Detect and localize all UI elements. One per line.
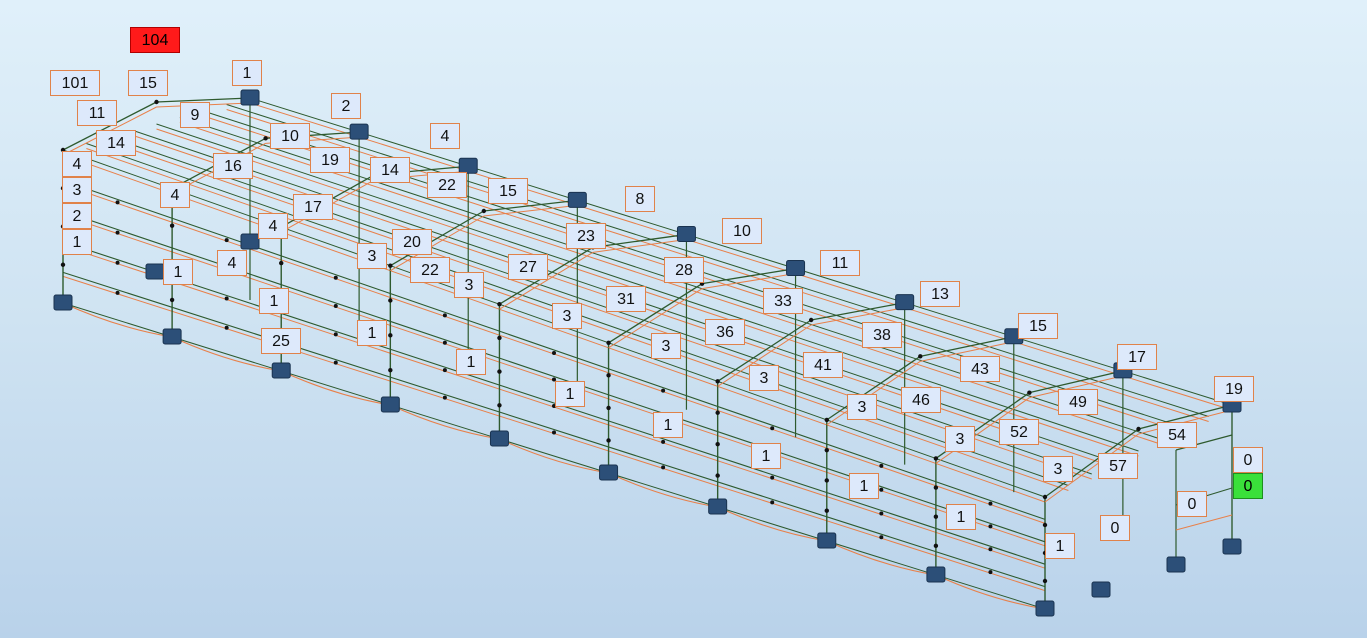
node[interactable] [825, 509, 829, 513]
member-label[interactable]: 15 [488, 178, 528, 204]
member-label[interactable]: 3 [62, 177, 92, 203]
node[interactable] [988, 547, 992, 551]
member-label[interactable]: 43 [960, 356, 1000, 382]
member-label[interactable]: 14 [96, 130, 136, 156]
member-label[interactable]: 16 [213, 153, 253, 179]
member-label[interactable]: 3 [651, 333, 681, 359]
node[interactable] [170, 223, 174, 227]
node[interactable] [770, 426, 774, 430]
member-label[interactable]: 11 [820, 250, 860, 276]
support[interactable] [709, 499, 727, 514]
node[interactable] [988, 570, 992, 574]
member-label[interactable]: 22 [410, 257, 450, 283]
wall-girt[interactable] [63, 181, 1045, 520]
member-label[interactable]: 27 [508, 254, 548, 280]
node[interactable] [661, 389, 665, 393]
node[interactable] [606, 438, 610, 442]
node[interactable] [388, 368, 392, 372]
node[interactable] [116, 261, 120, 265]
base-beam[interactable] [63, 303, 1045, 609]
node[interactable] [225, 297, 229, 301]
member-label[interactable]: 46 [901, 387, 941, 413]
node[interactable] [1027, 390, 1031, 394]
roof-purlin[interactable] [157, 124, 1139, 451]
support[interactable] [241, 234, 259, 249]
member-label[interactable]: 28 [664, 257, 704, 283]
member-label[interactable]: 1 [751, 443, 781, 469]
member-label[interactable]: 1 [62, 229, 92, 255]
member-label[interactable]: 15 [1018, 313, 1058, 339]
support[interactable] [272, 363, 290, 378]
member-label[interactable]: 3 [454, 272, 484, 298]
member-label[interactable]: 1 [849, 473, 879, 499]
member-label[interactable]: 1 [259, 288, 289, 314]
node[interactable] [116, 291, 120, 295]
member-label[interactable]: 3 [847, 394, 877, 420]
support[interactable] [350, 124, 368, 139]
member-label[interactable]: 3 [552, 303, 582, 329]
member-label[interactable]: 23 [566, 223, 606, 249]
member-label[interactable]: 57 [1098, 453, 1138, 479]
node[interactable] [334, 276, 338, 280]
member-label[interactable]: 10 [270, 123, 310, 149]
node[interactable] [497, 369, 501, 373]
member-label[interactable]: 14 [370, 157, 410, 183]
node[interactable] [279, 261, 283, 265]
member-label[interactable]: 1 [357, 320, 387, 346]
node[interactable] [918, 354, 922, 358]
member-label[interactable]: 3 [357, 243, 387, 269]
member-label[interactable]: 20 [392, 229, 432, 255]
support[interactable] [896, 295, 914, 310]
support[interactable] [1167, 557, 1185, 572]
member-label[interactable]: 1 [555, 381, 585, 407]
member-label[interactable]: 41 [803, 352, 843, 378]
member-label[interactable]: 1 [946, 504, 976, 530]
node[interactable] [809, 318, 813, 322]
member-label[interactable]: 1 [653, 412, 683, 438]
node[interactable] [825, 448, 829, 452]
support[interactable] [677, 226, 695, 241]
node[interactable] [934, 456, 938, 460]
node[interactable] [497, 302, 501, 306]
member-label[interactable]: 31 [606, 286, 646, 312]
wall-girt[interactable] [63, 242, 1045, 564]
member-label[interactable]: 9 [180, 102, 210, 128]
member-label[interactable]: 33 [763, 288, 803, 314]
node[interactable] [825, 478, 829, 482]
gable-brace[interactable] [1176, 515, 1232, 530]
node[interactable] [443, 368, 447, 372]
member-label[interactable]: 0 [1100, 515, 1130, 541]
member-label[interactable]: 15 [128, 70, 168, 96]
node[interactable] [606, 341, 610, 345]
node[interactable] [154, 100, 158, 104]
member-label[interactable]: 22 [427, 172, 467, 198]
node[interactable] [661, 465, 665, 469]
node[interactable] [715, 442, 719, 446]
member-label[interactable]: 19 [310, 147, 350, 173]
support[interactable] [1223, 539, 1241, 554]
member-label[interactable]: 2 [62, 203, 92, 229]
node[interactable] [934, 544, 938, 548]
support[interactable] [927, 567, 945, 582]
node[interactable] [988, 524, 992, 528]
node[interactable] [482, 209, 486, 213]
node[interactable] [715, 379, 719, 383]
node[interactable] [552, 431, 556, 435]
node[interactable] [879, 511, 883, 515]
member-label[interactable]: 13 [920, 281, 960, 307]
member-label[interactable]: 54 [1157, 422, 1197, 448]
member-label[interactable]: 1 [163, 259, 193, 285]
support[interactable] [54, 295, 72, 310]
member-label[interactable]: 3 [1043, 456, 1073, 482]
support[interactable] [787, 261, 805, 276]
member-label[interactable]: 4 [160, 182, 190, 208]
node[interactable] [225, 238, 229, 242]
member-label[interactable]: 8 [625, 186, 655, 212]
support[interactable] [146, 264, 164, 279]
node[interactable] [334, 361, 338, 365]
support[interactable] [818, 533, 836, 548]
member-label[interactable]: 49 [1058, 389, 1098, 415]
member-label[interactable]: 38 [862, 322, 902, 348]
member-label[interactable]: 36 [705, 319, 745, 345]
support[interactable] [600, 465, 618, 480]
node[interactable] [497, 336, 501, 340]
member-label[interactable]: 0 [1177, 491, 1207, 517]
node[interactable] [443, 313, 447, 317]
node[interactable] [388, 333, 392, 337]
member-label[interactable]: 4 [62, 151, 92, 177]
node[interactable] [116, 231, 120, 235]
node[interactable] [879, 535, 883, 539]
support[interactable] [1036, 601, 1054, 616]
member-label[interactable]: 3 [749, 365, 779, 391]
member-label[interactable]: 3 [945, 426, 975, 452]
member-label[interactable]: 4 [258, 213, 288, 239]
member-label[interactable]: 1 [1045, 533, 1075, 559]
node[interactable] [825, 418, 829, 422]
node[interactable] [388, 263, 392, 267]
node[interactable] [934, 485, 938, 489]
member-label[interactable]: 10 [722, 218, 762, 244]
node[interactable] [116, 200, 120, 204]
node[interactable] [334, 304, 338, 308]
support[interactable] [459, 158, 477, 173]
node[interactable] [770, 476, 774, 480]
member-label[interactable]: 17 [1117, 344, 1157, 370]
node[interactable] [934, 515, 938, 519]
member-label-ok[interactable]: 0 [1233, 473, 1263, 499]
member-label[interactable]: 19 [1214, 376, 1254, 402]
member-label[interactable]: 11 [77, 100, 117, 126]
member-label[interactable]: 101 [50, 70, 100, 96]
node[interactable] [443, 341, 447, 345]
support[interactable] [381, 397, 399, 412]
support[interactable] [163, 329, 181, 344]
node[interactable] [552, 351, 556, 355]
member-label[interactable]: 1 [456, 349, 486, 375]
support[interactable] [568, 192, 586, 207]
node[interactable] [1043, 523, 1047, 527]
node[interactable] [879, 464, 883, 468]
member-label[interactable]: 0 [1233, 447, 1263, 473]
node[interactable] [661, 440, 665, 444]
node[interactable] [606, 406, 610, 410]
node[interactable] [334, 332, 338, 336]
member-label[interactable]: 4 [430, 123, 460, 149]
node[interactable] [443, 396, 447, 400]
node[interactable] [988, 502, 992, 506]
support[interactable] [241, 90, 259, 105]
node[interactable] [1043, 579, 1047, 583]
node[interactable] [1043, 495, 1047, 499]
node[interactable] [388, 298, 392, 302]
support[interactable] [1092, 582, 1110, 597]
member-label[interactable]: 25 [261, 328, 301, 354]
member-label[interactable]: 17 [293, 194, 333, 220]
node[interactable] [1136, 427, 1140, 431]
node[interactable] [61, 263, 65, 267]
node[interactable] [715, 411, 719, 415]
member-label[interactable]: 2 [331, 93, 361, 119]
node[interactable] [263, 136, 267, 140]
member-label[interactable]: 52 [999, 419, 1039, 445]
node[interactable] [879, 488, 883, 492]
member-label[interactable]: 1 [232, 60, 262, 86]
node[interactable] [715, 473, 719, 477]
member-label-error[interactable]: 104 [130, 27, 180, 53]
node[interactable] [225, 326, 229, 330]
support[interactable] [490, 431, 508, 446]
node[interactable] [170, 298, 174, 302]
node[interactable] [497, 403, 501, 407]
node[interactable] [606, 373, 610, 377]
member-label[interactable]: 4 [217, 250, 247, 276]
node[interactable] [770, 500, 774, 504]
